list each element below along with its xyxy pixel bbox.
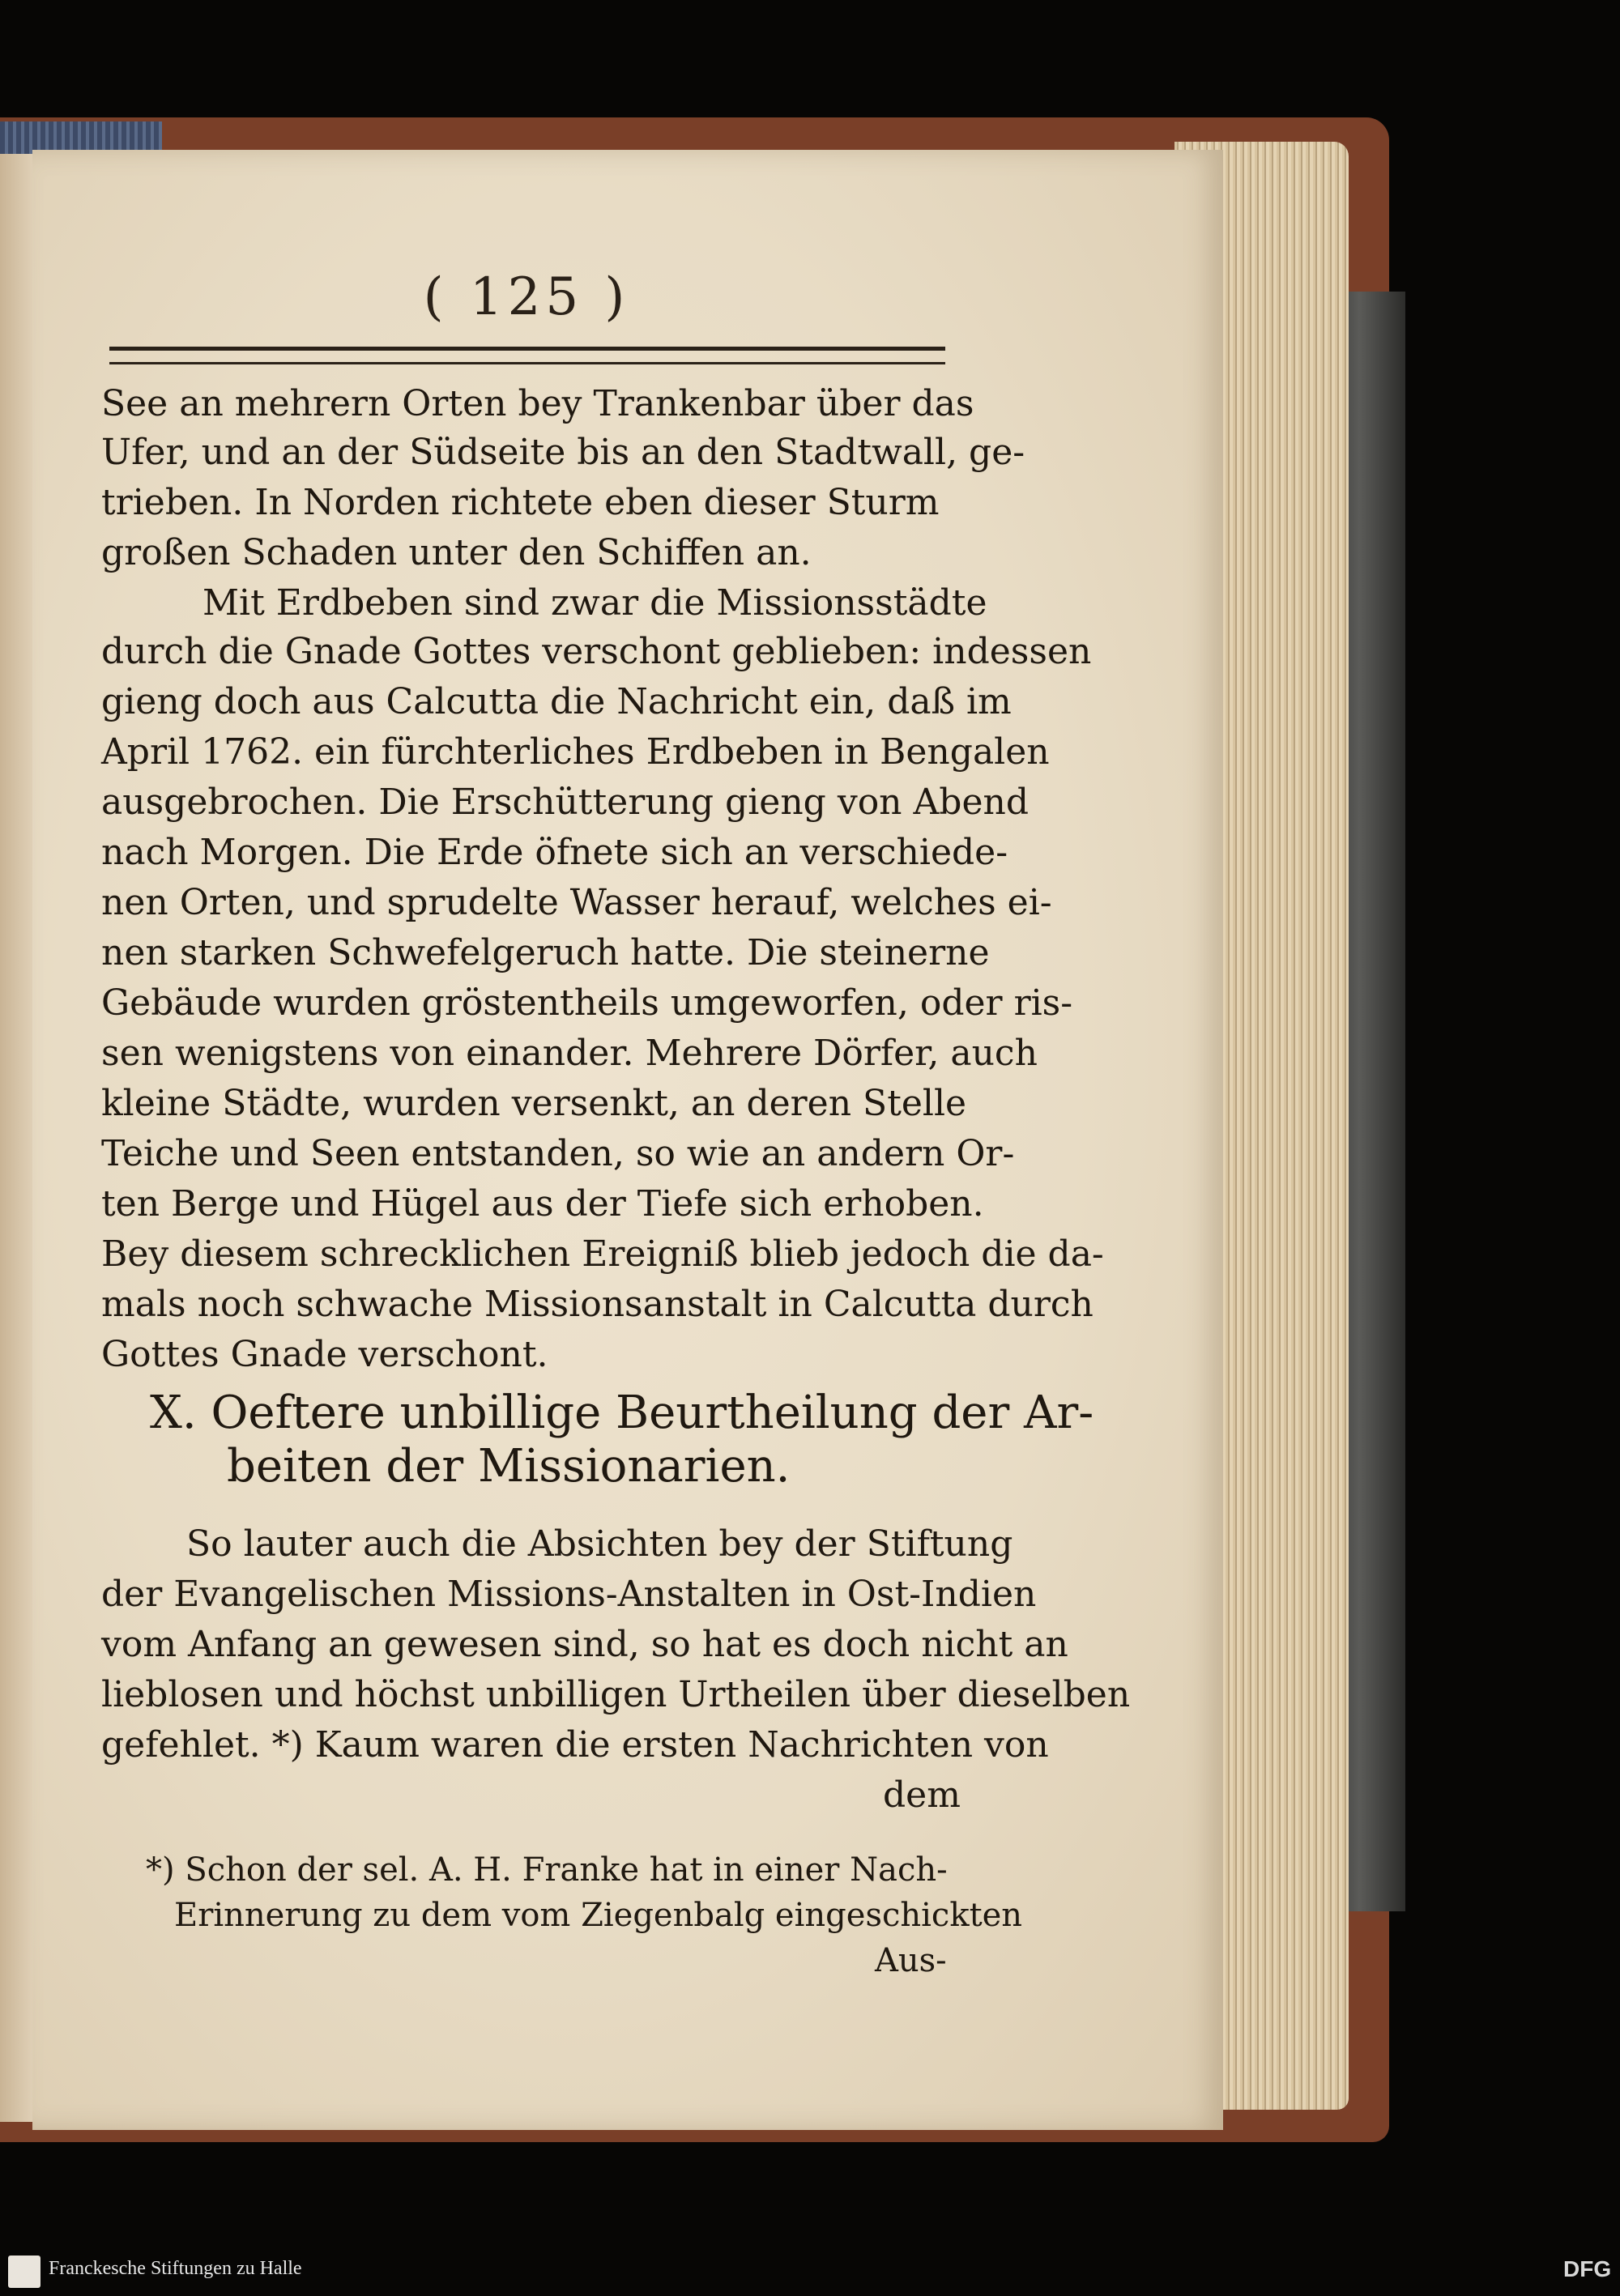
text-line: großen Schaden unter den Schiffen an.	[101, 532, 812, 573]
text-line: Bey diesem schrecklichen Ereigniß blieb jedoch die da-	[101, 1233, 1104, 1275]
text-line: mals noch schwache Missionsanstalt in Calcutta durch	[101, 1284, 1094, 1325]
catchword: dem	[883, 1774, 961, 1816]
footnote-line: *) Schon der sel. A. H. Franke hat in einer Nach-	[146, 1851, 948, 1889]
institution-logo-icon	[8, 2256, 40, 2288]
text-line: April 1762. ein fürchterliches Erdbeben in Bengalen	[101, 731, 1050, 773]
left-page-edge	[0, 154, 36, 2122]
text-line: See an mehrern Orten bey Trankenbar über das	[101, 383, 974, 424]
text-line: Gebäude wurden gröstentheils umgeworfen, oder ris-	[101, 982, 1073, 1024]
text-line: gieng doch aus Calcutta die Nachricht ein, daß im	[101, 681, 1012, 722]
text-line: Gottes Gnade verschont.	[101, 1334, 548, 1375]
page-number-header: ( 125 )	[423, 267, 630, 327]
section-heading: X. Oeftere unbillige Beurtheilung der Ar-	[150, 1387, 1094, 1439]
text-line: Teiche und Seen entstanden, so wie an andern Or-	[101, 1133, 1015, 1174]
text-line: lieblosen und höchst unbilligen Urtheilen über dieselben	[101, 1674, 1131, 1715]
header-rule	[109, 347, 945, 364]
text-line: ten Berge und Hügel aus der Tiefe sich erhoben.	[101, 1183, 984, 1225]
text-line: gefehlet. *) Kaum waren die ersten Nachrichten von	[101, 1724, 1049, 1766]
dfg-logo: DFG	[1563, 2256, 1612, 2281]
section-heading-continued: beiten der Missionarien.	[227, 1440, 791, 1493]
text-line: ausgebrochen. Die Erschütterung gieng von Abend	[101, 782, 1029, 823]
text-line: durch die Gnade Gottes verschont geblieben: indessen	[101, 631, 1092, 672]
text-line: Mit Erdbeben sind zwar die Missionsstädte	[202, 582, 987, 624]
text-line: vom Anfang an gewesen sind, so hat es doch nicht an	[101, 1624, 1068, 1665]
text-line: trieben. In Norden richtete eben dieser Sturm	[101, 482, 940, 523]
footnote-catchword: Aus-	[875, 1942, 947, 1979]
text-line: So lauter auch die Absichten bey der Stiftung	[186, 1523, 1013, 1565]
text-line: sen wenigstens von einander. Mehrere Dörfer, auch	[101, 1033, 1038, 1074]
text-line: Ufer, und an der Südseite bis an den Stadtwall, ge-	[101, 432, 1025, 473]
text-line: kleine Städte, wurden versenkt, an deren Stelle	[101, 1083, 967, 1124]
text-line: nen starken Schwefelgeruch hatte. Die steinerne	[101, 932, 990, 973]
text-line: nach Morgen. Die Erde öfnete sich an verschiede-	[101, 832, 1008, 873]
text-line: nen Orten, und sprudelte Wasser herauf, welches ei-	[101, 882, 1052, 923]
text-line: der Evangelischen Missions-Anstalten in Ost-Indien	[101, 1574, 1037, 1615]
footnote-line: Erinnerung zu dem vom Ziegenbalg eingeschickten	[174, 1897, 1023, 1934]
institution-name: Franckesche Stiftungen zu Halle	[49, 2258, 302, 2279]
